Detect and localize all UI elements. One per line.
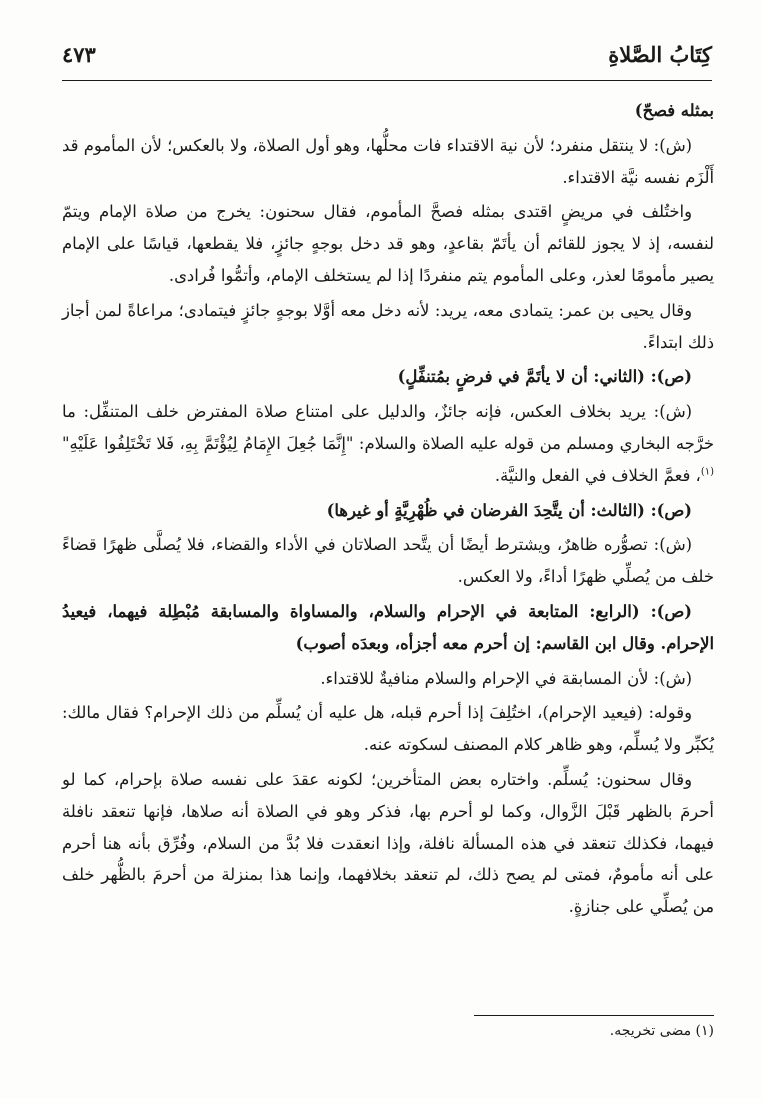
running-title: كِتَابُ الصَّلاةِ <box>608 42 712 67</box>
section-heading: (ص): (الرابع: المتابعة في الإحرام والسلام، والمساواة والمسابقة مُبْطِلة فيهما، فيعيدُ الإحرام. وقال ابن القاسم: إن أحرم معه أجزأه، وبعدَه أصوب) <box>62 601 714 653</box>
footnote: (١) مضى تخريجه. <box>609 1023 714 1039</box>
paragraph: وقوله: (فيعيد الإحرام)، اختُلِفَ إذا أحرم قبله، هل عليه أن يُسلِّم من ذلك الإحرام؟ فقال مالك: يُكبِّر ولا يُسلِّم، وهو ظاهر كلام المصنف لسكوته عنه. <box>62 703 714 755</box>
paragraph: (ش): لأن المسابقة في الإحرام والسلام منافيةٌ للاقتداء. <box>320 668 692 688</box>
paragraph-text: (ش): يريد بخلاف العكس، فإنه جائزٌ، والدليل على امتناع صلاة المفترض خلف المتنفِّل: ما خرَّجه البخاري ومسلم من قوله عليه الصلاة والسلام: "إِنَّمَا جُعِلَ الإِمَامُ لِيُؤْتَمَّ بِهِ، فَلا تَخْتَلِفُوا عَلَيْهِ" <box>62 402 714 453</box>
footnote-divider <box>474 1015 714 1016</box>
paragraph: (ش): تصوُّره ظاهرٌ، ويشترط أيضًا أن يتَّحد الصلاتان في الأداء والقضاء، فلا يُصلَّى ظهرًا قضاءً خلف من يُصلِّي ظهرًا أداءً، ولا العكس. <box>62 535 714 587</box>
paragraph: وقال سحنون: يُسلِّم. واختاره بعض المتأخرين؛ لكونه عقدَ على نفسه صلاة بإحرام، كما لو أحرمَ بالظهر قَبْلَ الزَّوال، وكما لو أحرم بها، فذكر وهو في الصلاة أنه صلاها، فإنها تنعقد نافلة فيهما، فكذلك تنعقد في هذه المسألة نافلة، وإذا انعقدت فلا بُدَّ من السلام، وفُرِّق بأنه هنا أحرم على أنه مأمومٌ، فمتى لم يصح ذلك، لم تنعقد بخلافهما، وإنما هذا بمنزلة من أحرمَ بالظُّهر خلف من يُصلِّي على جنازةٍ. <box>62 769 714 917</box>
section-heading: (ص): (الثالث: أن يتَّحِدَ الفرضان في ظُهْرِيَّةٍ أو غيرها) <box>326 500 692 520</box>
page-number: ٤٧٣ <box>62 42 96 67</box>
paragraph: واختُلف في مريضٍ اقتدى بمثله فصحَّ المأموم، فقال سحنون: يخرج من صلاة الإمام ويتمّ لنفسه، إذ لا يجوز للقائم أن يأتَمّ بقاعدٍ، وهو قد دخل بوجهٍ جائزٍ، فلا يقطعها، قياسًا على الإمام يصير مأمومًا لعذر، وعلى المأموم يتم منفردًا إذا لم يستخلف الإمام، وأتمُّوا فُرادى. <box>62 202 714 285</box>
paragraph: بمثله فصحّ) <box>634 101 714 120</box>
paragraph <box>62 396 714 491</box>
section-heading: (ص): (الثاني: أن لا يأتَمَّ في فرضٍ بمُتنفِّلٍ) <box>397 367 692 387</box>
page-header <box>62 38 712 81</box>
paragraph: وقال يحيى بن عمر: يتمادى معه، يريد: لأنه دخل معه أوَّلا بوجهٍ جائزٍ فيتمادى؛ مراعاةً لمن أجاز ذلك ابتداءً. <box>62 300 714 352</box>
paragraph-text-tail: ، فعمَّ الخلاف في الفعل والنيَّة. <box>494 465 701 485</box>
footnote-marker: (١) <box>700 466 714 478</box>
main-text <box>62 95 714 926</box>
paragraph: (ش): لا ينتقل منفرد؛ لأن نية الاقتداء فات محلُّها، وهو أول الصلاة، ولا بالعكس؛ لأن المأموم قد أَلْزَم نفسه نيَّة الاقتداء. <box>62 135 714 187</box>
